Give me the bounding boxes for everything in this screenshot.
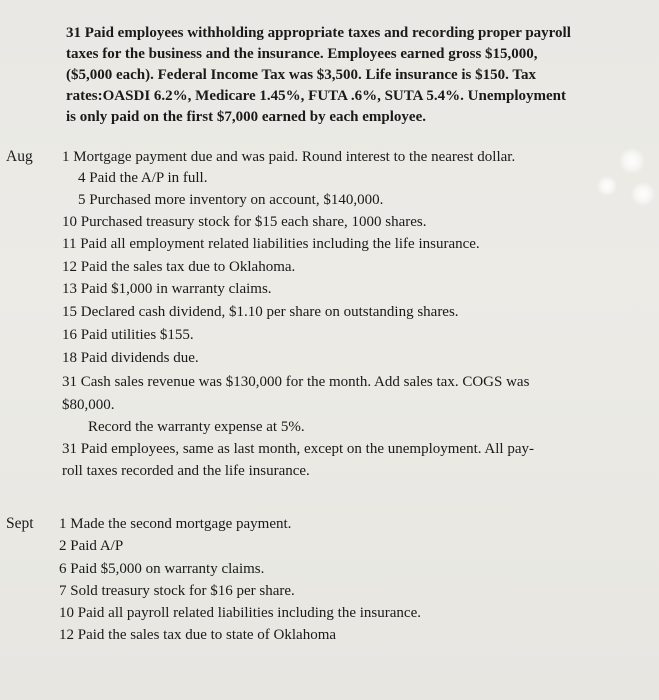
sept-item: 7 Sold treasury stock for $16 per share. <box>59 583 295 599</box>
month-label-aug: Aug <box>6 148 33 165</box>
sept-item: 2 Paid A/P <box>59 538 124 554</box>
aug-item: $80,000. <box>62 397 115 413</box>
header-line: taxes for the business and the insurance. Employees earned gross $15,000, <box>66 46 538 62</box>
aug-item: 13 Paid $1,000 in warranty claims. <box>62 281 272 297</box>
aug-item: 10 Purchased treasury stock for $15 each share, 1000 shares. <box>62 214 427 230</box>
aug-item: roll taxes recorded and the life insurance. <box>62 463 310 479</box>
month-label-sept: Sept <box>6 515 34 532</box>
aug-item: 16 Paid utilities $155. <box>62 327 194 343</box>
aug-item: 31 Paid employees, same as last month, except on the unemployment. All pay- <box>62 441 534 457</box>
aug-item: 31 Cash sales revenue was $130,000 for the month. Add sales tax. COGS was <box>62 374 530 390</box>
header-line: 31 Paid employees withholding appropriate taxes and recording proper payroll <box>66 25 571 41</box>
aug-item: 15 Declared cash dividend, $1.10 per share on outstanding shares. <box>62 304 459 320</box>
aug-item: 12 Paid the sales tax due to Oklahoma. <box>62 259 296 275</box>
header-line: ($5,000 each). Federal Income Tax was $3,500. Life insurance is $150. Tax <box>66 67 537 83</box>
aug-item: 4 Paid the A/P in full. <box>78 170 208 186</box>
light-glare <box>630 182 656 206</box>
aug-item: 18 Paid dividends due. <box>62 350 199 366</box>
aug-item: 5 Purchased more inventory on account, $140,000. <box>78 192 384 208</box>
sept-item: 1 Made the second mortgage payment. <box>59 516 292 532</box>
aug-item: 11 Paid all employment related liabilities including the life insurance. <box>62 236 480 252</box>
sept-item: 10 Paid all payroll related liabilities including the insurance. <box>59 605 421 621</box>
header-line: is only paid on the first $7,000 earned by each employee. <box>66 109 426 125</box>
aug-item: 1 Mortgage payment due and was paid. Round interest to the nearest dollar. <box>62 149 516 165</box>
light-glare <box>618 148 646 174</box>
sept-item: 12 Paid the sales tax due to state of Oklahoma <box>59 627 337 643</box>
sept-item: 6 Paid $5,000 on warranty claims. <box>59 561 265 577</box>
header-line: rates:OASDI 6.2%, Medicare 1.45%, FUTA .6%, SUTA 5.4%. Unemployment <box>66 88 566 104</box>
light-glare <box>596 176 618 196</box>
aug-item: Record the warranty expense at 5%. <box>88 419 305 435</box>
